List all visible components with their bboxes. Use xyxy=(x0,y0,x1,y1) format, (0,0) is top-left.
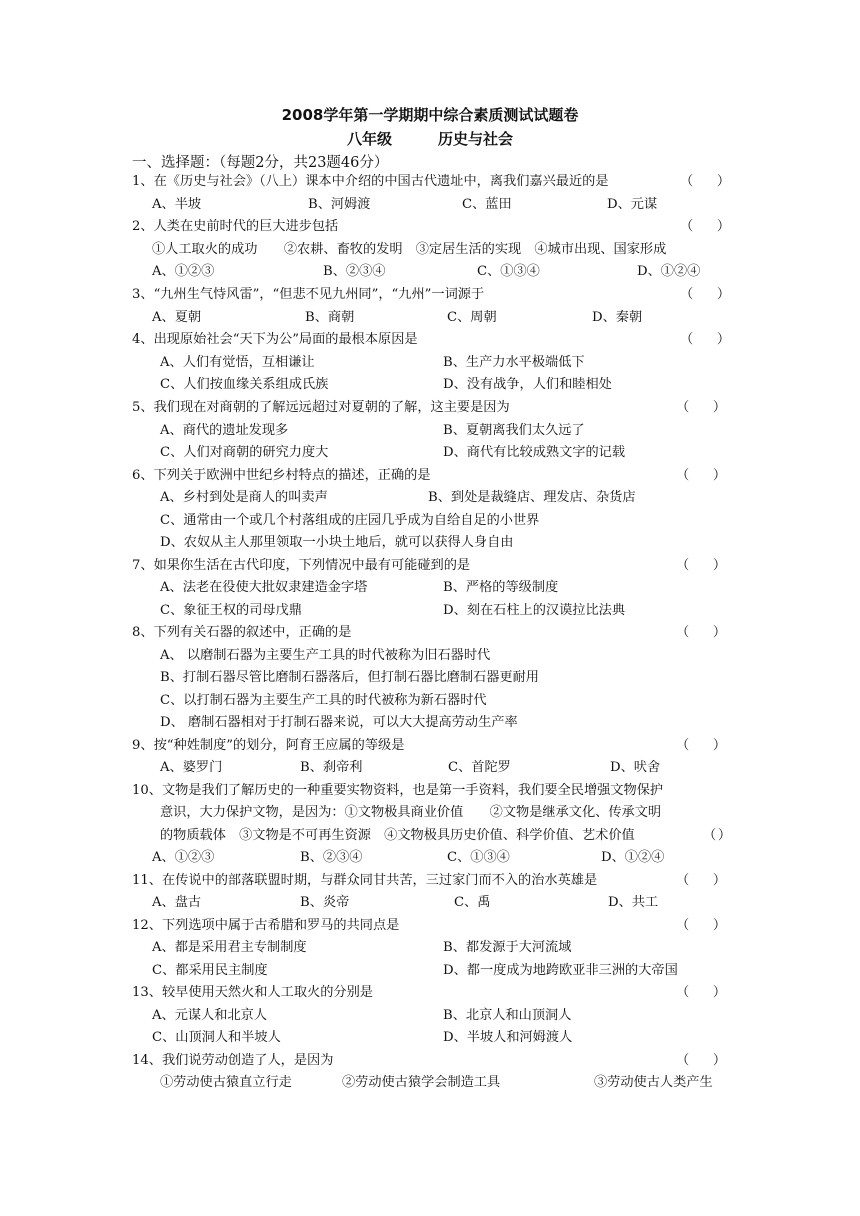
question-stem-continued: 意识，大力保护文物，是因为：①文物极具商业价值 ②文物是继承文化、传承文明 xyxy=(160,805,662,820)
answer-bracket[interactable]: （ ） xyxy=(680,174,730,189)
answer-bracket[interactable]: （ ） xyxy=(676,625,726,640)
option-d: D、刻在石柱上的汉谟拉比法典 xyxy=(443,603,626,618)
option-a: A、盘古 xyxy=(152,895,202,910)
option-a: A、元谋人和北京人 xyxy=(152,1008,268,1023)
question-item: ③劳动使古人类产生 xyxy=(594,1075,713,1090)
answer-bracket[interactable]: （ ） xyxy=(676,873,726,888)
subject-label: 历史与社会 xyxy=(438,130,514,148)
option-b: B、到处是裁缝店、理发店、杂货店 xyxy=(428,490,636,505)
option-a: A、人们有觉悟，互相谦让 xyxy=(160,355,315,370)
option-b: B、都发源于大河流域 xyxy=(443,940,572,955)
option-a: A、都是采用君主专制制度 xyxy=(152,940,307,955)
option-d: D、秦朝 xyxy=(592,310,643,325)
option-b: B、刹帝利 xyxy=(300,760,363,775)
section-heading: 一、选择题：（每题2分，共23题46分） xyxy=(132,155,389,171)
option-b: B、②③④ xyxy=(323,264,386,279)
grade-label: 八年级 xyxy=(346,130,392,148)
question-stem: 13、较早使用天然火和人工取火的分别是 xyxy=(132,985,373,1000)
option-a: A、婆罗门 xyxy=(160,760,223,775)
option-c: C、①③④ xyxy=(447,850,510,865)
question-stem: 7、如果你生活在古代印度，下列情况中最有可能碰到的是 xyxy=(132,558,471,573)
question-stem: 5、我们现在对商朝的了解远远超过对夏朝的了解，这主要是因为 xyxy=(132,400,510,415)
option-d: D、商代有比较成熟文字的记载 xyxy=(443,445,626,460)
exam-title: 2008学年第一学期期中综合素质测试试题卷 xyxy=(281,106,579,124)
answer-bracket[interactable]: （ ） xyxy=(680,219,730,234)
answer-bracket[interactable]: （ ） xyxy=(676,400,726,415)
option-b: B、北京人和山顶洞人 xyxy=(443,1008,572,1023)
option-d: D、①②④ xyxy=(637,264,701,279)
option-d: D、吠舍 xyxy=(610,760,661,775)
answer-bracket[interactable]: （ ） xyxy=(680,332,730,347)
option-a: A、乡村到处是商人的叫卖声 xyxy=(160,490,328,505)
question-stem: 1、在《历史与社会》（八上）课本中介绍的中国古代遗址中，离我们嘉兴最近的是 xyxy=(132,174,609,189)
option-b: B、严格的等级制度 xyxy=(443,580,559,595)
question-stem: 3、“九州生气恃风雷”，“但悲不见九州同”，“九州”一词源于 xyxy=(132,287,485,302)
option-c: C、以打制石器为主要生产工具的时代被称为新石器时代 xyxy=(160,693,487,708)
option-c: C、首陀罗 xyxy=(448,760,511,775)
question-stem: 12、下列选项中属于古希腊和罗马的共同点是 xyxy=(132,918,400,933)
option-c: C、都采用民主制度 xyxy=(152,963,268,978)
answer-bracket[interactable]: （ ） xyxy=(676,468,726,483)
option-d: D、①②④ xyxy=(601,850,665,865)
question-stem: 4、出现原始社会“天下为公”局面的最根本原因是 xyxy=(132,332,418,347)
option-a: A、半坡 xyxy=(152,197,202,212)
option-d: D、都一度成为地跨欧亚非三洲的大帝国 xyxy=(443,963,678,978)
option-c: C、周朝 xyxy=(447,310,497,325)
question-stem: 14、我们说劳动创造了人，是因为 xyxy=(132,1053,334,1068)
option-d: D、没有战争，人们和睦相处 xyxy=(443,377,612,392)
question-stem: 11、在传说中的部落联盟时期，与群众同甘共苦，三过家门而不入的治水英雄是 xyxy=(132,873,598,888)
option-c: C、①③④ xyxy=(477,264,540,279)
option-a: A、法老在役使大批奴隶建造金字塔 xyxy=(160,580,368,595)
option-a: A、商代的遗址发现多 xyxy=(160,423,289,438)
option-b: B、炎帝 xyxy=(300,895,350,910)
option-c: C、人们按血缘关系组成氏族 xyxy=(160,377,329,392)
option-c: C、山顶洞人和半坡人 xyxy=(152,1030,281,1045)
answer-bracket[interactable]: （ ） xyxy=(676,558,726,573)
option-b: B、商朝 xyxy=(305,310,355,325)
option-d: D、半坡人和河姆渡人 xyxy=(443,1030,573,1045)
answer-bracket[interactable]: （ ） xyxy=(703,828,731,843)
option-c: C、人们对商朝的研究力度大 xyxy=(160,445,329,460)
answer-bracket[interactable]: （ ） xyxy=(676,918,726,933)
question-stem: 9、按“种姓制度”的划分，阿育王应属的等级是 xyxy=(132,738,405,753)
option-a: A、①②③ xyxy=(152,264,215,279)
question-stem: 2、人类在史前时代的巨大进步包括 xyxy=(132,219,339,234)
option-c: C、禹 xyxy=(454,895,491,910)
answer-bracket[interactable]: （ ） xyxy=(676,985,726,1000)
option-a: A、①②③ xyxy=(152,850,215,865)
option-b: B、②③④ xyxy=(300,850,363,865)
option-d: D、 磨制石器相对于打制石器来说，可以大大提高劳动生产率 xyxy=(160,715,518,730)
question-stem: 6、下列关于欧洲中世纪乡村特点的描述，正确的是 xyxy=(132,468,431,483)
question-stem: 10、文物是我们了解历史的一种重要实物资料，也是第一手资料，我们要全民增强文物保护 xyxy=(132,783,664,798)
option-d: D、元谋 xyxy=(607,197,658,212)
option-c: C、象征王权的司母戊鼎 xyxy=(160,603,302,618)
option-b: B、生产力水平极端低下 xyxy=(443,355,585,370)
answer-bracket[interactable]: （ ） xyxy=(676,1053,726,1068)
option-c: C、蓝田 xyxy=(462,197,512,212)
question-stem-continued: 的物质载体 ③文物是不可再生资源 ④文物极具历史价值、科学价值、艺术价值 xyxy=(160,828,635,843)
question-items: ①人工取火的成功 ②农耕、畜牧的发明 ③定居生活的实现 ④城市出现、国家形成 xyxy=(152,242,667,257)
option-b: B、打制石器尽管比磨制石器落后，但打制石器比磨制石器更耐用 xyxy=(160,670,539,685)
option-b: B、夏朝离我们太久远了 xyxy=(443,423,585,438)
option-a: A、夏朝 xyxy=(152,310,202,325)
answer-bracket[interactable]: （ ） xyxy=(676,738,726,753)
answer-bracket[interactable]: （ ） xyxy=(680,287,730,302)
option-b: B、河姆渡 xyxy=(308,197,371,212)
option-d: D、共工 xyxy=(608,895,659,910)
option-d: D、农奴从主人那里领取一小块土地后，就可以获得人身自由 xyxy=(160,535,514,550)
question-item: ②劳动使古猿学会制造工具 xyxy=(342,1075,501,1090)
option-a: A、 以磨制石器为主要生产工具的时代被称为旧石器时代 xyxy=(160,648,491,663)
question-item: ①劳动使古猿直立行走 xyxy=(160,1075,292,1090)
question-stem: 8、下列有关石器的叙述中，正确的是 xyxy=(132,625,352,640)
exam-subtitle xyxy=(0,128,860,149)
option-c: C、通常由一个或几个村落组成的庄园几乎成为自给自足的小世界 xyxy=(160,513,540,528)
